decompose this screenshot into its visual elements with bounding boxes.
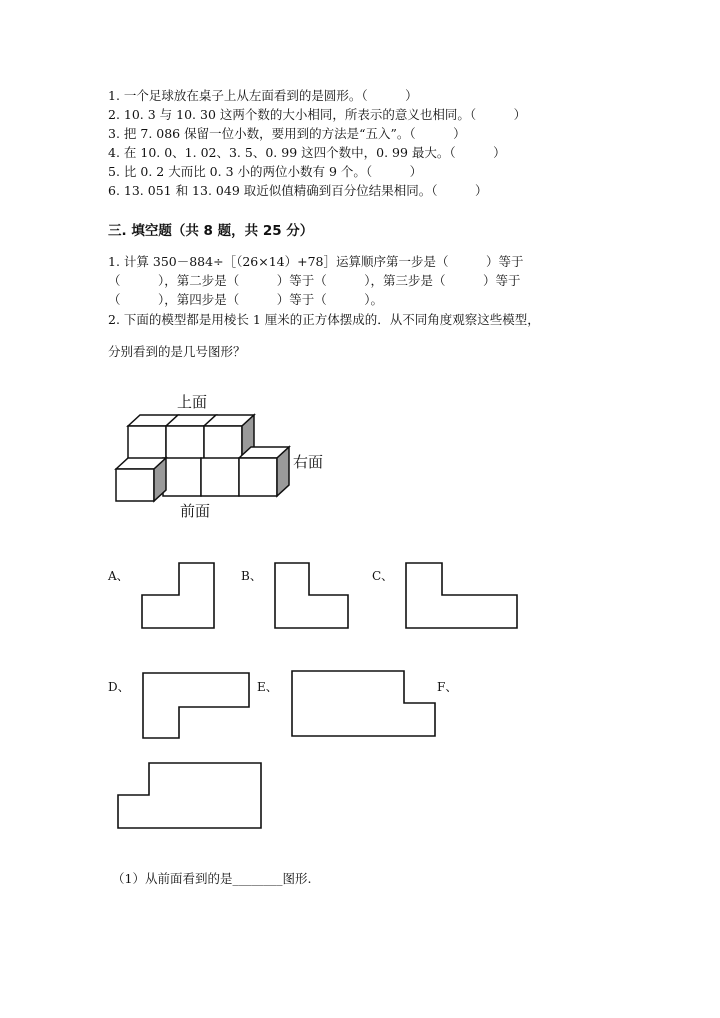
shape-a [140, 561, 220, 631]
judge-item-5: 5. 比 0. 2 大而比 0. 3 小的两位小数有 9 个。（ ） [108, 164, 423, 179]
shape-d [141, 671, 253, 741]
shape-b [273, 561, 353, 631]
q1-line-3: （ ），第四步是（ ）等于（ ）。 [108, 292, 384, 307]
q1-line-2: （ ），第二步是（ ）等于（ ），第三步是（ ）等于 [108, 273, 521, 288]
shape-f [116, 761, 264, 831]
figure-label-right: 右面 [293, 453, 324, 471]
option-label-d: D、 [108, 680, 130, 694]
judge-item-6: 6. 13. 051 和 13. 049 取近似值精确到百分位结果相同。（ ） [108, 183, 488, 198]
option-label-e: E、 [257, 680, 278, 694]
shape-e [290, 669, 438, 739]
judge-item-3: 3. 把 7. 086 保留一位小数，要用到的方法是“五入”。（ ） [108, 126, 466, 141]
judge-item-1: 1. 一个足球放在桌子上从左面看到的是圆形。（ ） [108, 88, 418, 103]
q2-line-2: 分别看到的是几号图形？ [108, 344, 246, 359]
figure-label-front: 前面 [180, 502, 211, 520]
cube-model-figure [100, 385, 340, 525]
option-label-a: A、 [108, 569, 129, 583]
option-label-b: B、 [241, 569, 262, 583]
judge-item-4: 4. 在 10. 0、1. 02、3. 5、0. 99 这四个数中，0. 99 最大。（ ） [108, 145, 506, 160]
q2-line-1: 2. 下面的模型都是用棱长 1 厘米的正方体摆成的．从不同角度观察这些模型， [108, 312, 540, 327]
q1-line-1: 1. 计算 350－884÷［（26×14）+78］运算顺序第一步是（ ）等于 [108, 254, 524, 269]
option-label-f: F、 [437, 680, 458, 694]
option-label-c: C、 [372, 569, 394, 583]
figure-label-top: 上面 [177, 393, 208, 411]
shape-c [404, 561, 520, 631]
section-title: 三. 填空题（共 8 题，共 25 分） [108, 223, 314, 239]
judge-item-2: 2. 10. 3 与 10. 30 这两个数的大小相同，所表示的意义也相同。（ ） [108, 107, 527, 122]
sub-question-1: （1）从前面看到的是________图形. [112, 871, 312, 886]
